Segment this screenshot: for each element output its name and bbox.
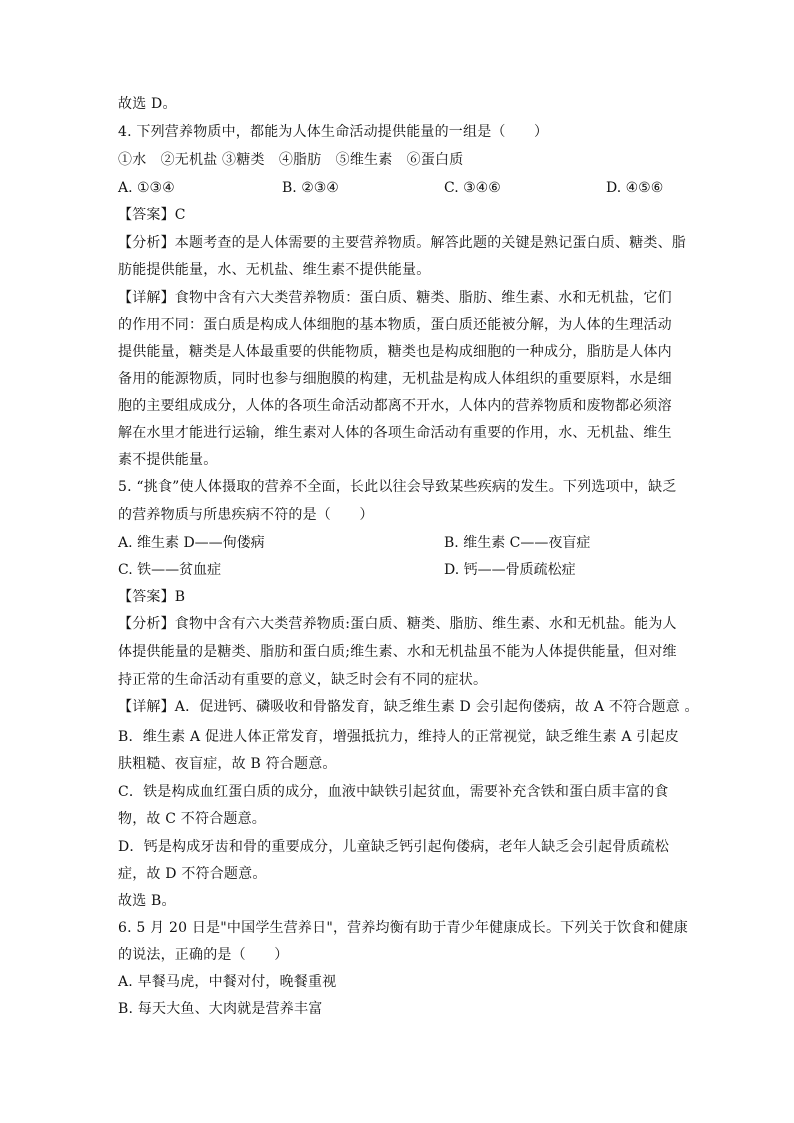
q4-detail-line: 素不提供能量。 bbox=[118, 452, 218, 468]
q3-conclusion: 故选 D。 bbox=[118, 96, 177, 112]
q4-detail-line: 解在水里才能进行运输，维生素对人体的各项生命活动有重要的作用，水、无机盐、维生 bbox=[118, 425, 672, 441]
q4-detail-line: 提供能量，糖类是人体最重要的供能物质，糖类也是构成细胞的一种成分，脂肪是人体内 bbox=[118, 344, 672, 360]
q6-stem-line: 6. 5 月 20 日是"中国学生营养日"，营养均衡有助于青少年健康成长。下列关于饮食和健康 bbox=[118, 920, 688, 936]
q5-conclusion: 故选 B。 bbox=[118, 893, 176, 909]
q5-detail-line: 肤粗糙、夜盲症，故 B 符合题意。 bbox=[118, 756, 337, 772]
q4-detail-line: 的作用不同：蛋白质是构成人体细胞的基本物质，蛋白质还能被分解，为人体的生理活动 bbox=[118, 317, 672, 333]
q6-option-a: A. 早餐马虎，中餐对付，晚餐重视 bbox=[118, 974, 337, 990]
q5-stem-line: 的营养物质与所患疾病不符的是（ ） bbox=[118, 507, 374, 523]
q5-detail-line: D．钙是构成牙齿和骨的重要成分，儿童缺乏钙引起佝偻病，老年人缺乏会引起骨质疏松 bbox=[118, 839, 670, 855]
q6-option-b: B. 每天大鱼、大肉就是营养丰富 bbox=[118, 1001, 323, 1017]
q5-analysis-line: 持正常的生命活动有重要的意义，缺乏时会有不同的症状。 bbox=[118, 672, 488, 688]
q5-detail-line: 【详解】A．促进钙、磷吸收和骨骼发育，缺乏维生素 D 会引起佝偻病，故 A 不符合题意 。 bbox=[118, 699, 699, 715]
q5-option-b: B. 维生素 C——夜盲症 bbox=[444, 535, 591, 551]
q4-answer: 【答案】C bbox=[118, 207, 186, 223]
q5-option-a: A. 维生素 D——佝偻病 bbox=[118, 535, 265, 551]
q4-option-c: C. ③④⑥ bbox=[444, 180, 501, 196]
q5-detail-line: B．维生素 A 促进人体正常发育，增强抵抗力，维持人的正常视觉，缺乏维生素 A 引起皮 bbox=[118, 729, 679, 745]
q5-detail-line: 物，故 C 不符合题意。 bbox=[118, 811, 267, 827]
q4-option-a: A. ①③④ bbox=[118, 180, 175, 196]
q5-option-d: D. 钙——骨质疏松症 bbox=[444, 562, 576, 578]
q4-items: ①水 ②无机盐 ③糖类 ④脂肪 ⑤维生素 ⑥蛋白质 bbox=[118, 152, 464, 168]
q4-stem: 4. 下列营养物质中，都能为人体生命活动提供能量的一组是（ ） bbox=[118, 124, 549, 140]
q4-analysis-line: 肪能提供能量，水、无机盐、维生素不提供能量。 bbox=[118, 262, 431, 278]
q6-stem-line: 的说法，正确的是（ ） bbox=[118, 947, 289, 963]
q5-detail-line: C．铁是构成血红蛋白质的成分，血液中缺铁引起贫血，需要补充含铁和蛋白质丰富的食 bbox=[118, 784, 669, 800]
q5-analysis-line: 体提供能量的是糖类、脂肪和蛋白质;维生素、水和无机盐虽不能为人体提供能量，但对维 bbox=[118, 644, 677, 660]
q4-analysis-line: 【分析】本题考查的是人体需要的主要营养物质。解答此题的关键是熟记蛋白质、糖类、脂 bbox=[118, 235, 686, 251]
q4-option-d: D. ④⑤⑥ bbox=[606, 180, 664, 196]
q4-option-b: B. ②③④ bbox=[282, 180, 339, 196]
q5-answer: 【答案】B bbox=[118, 589, 186, 605]
q4-detail-line: 【详解】食物中含有六大类营养物质：蛋白质、糖类、脂肪、维生素、水和无机盐，它们 bbox=[118, 290, 672, 306]
q5-stem-line: 5. “挑食”使人体摄取的营养不全面，长此以往会导致某些疾病的发生。下列选项中，缺乏 bbox=[118, 479, 677, 495]
q5-detail-line: 症，故 D 不符合题意。 bbox=[118, 866, 267, 882]
q4-detail-line: 备用的能源物质，同时也参与细胞膜的构建，无机盐是构成人体组织的重要原料，水是细 bbox=[118, 371, 672, 387]
q4-detail-line: 胞的主要组成成分，人体的各项生命活动都离不开水，人体内的营养物质和废物都必须溶 bbox=[118, 398, 672, 414]
q5-option-c: C. 铁——贫血症 bbox=[118, 562, 222, 578]
q5-analysis-line: 【分析】食物中含有六大类营养物质:蛋白质、糖类、脂肪、维生素、水和无机盐。能为人 bbox=[118, 616, 677, 632]
